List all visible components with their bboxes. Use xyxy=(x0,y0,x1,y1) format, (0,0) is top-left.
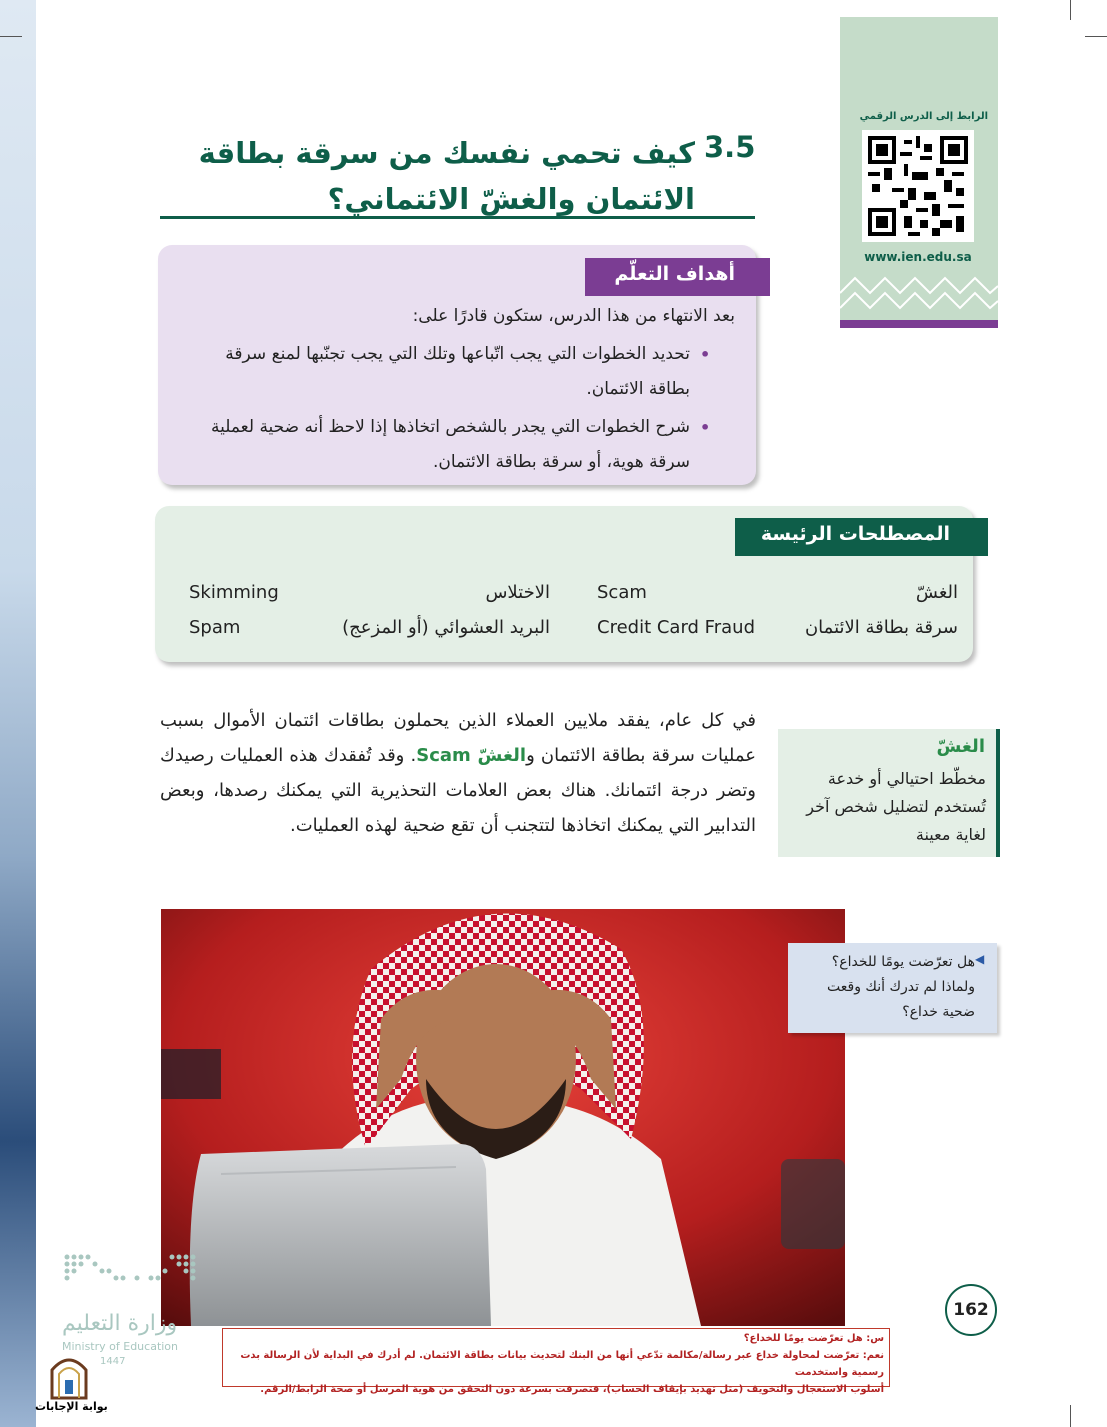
paragraph-highlight: الغشّ Scam xyxy=(416,745,527,766)
objectives-intro: بعد الانتهاء من هذا الدرس، ستكون قادرًا على: xyxy=(412,306,735,326)
term-english: Scam xyxy=(597,582,647,603)
term-english: Skimming xyxy=(189,582,279,603)
qr-url[interactable]: www.ien.edu.sa xyxy=(864,250,972,264)
answer-line: نعم: تعرّضت لمحاولة خداع عبر رسالة/مكالمة تدّعي أنها من البنك لتحديث بيانات بطاقة الائتمان. لم أدرك في البداية لأن الرسالة بدت رسمية واستخدمت xyxy=(240,1350,884,1378)
ministry-english-name: Ministry of Education xyxy=(62,1340,179,1353)
term-english: Credit Card Fraud xyxy=(597,617,755,638)
paragraph-text: في كل عام، يفقد ملايين العملاء الذين يحملون بطاقات ائتمان الأموال بسبب عمليات سرقة بطاقة الائتمان و xyxy=(160,710,756,766)
lesson-title: كيف تحمي نفسك من سرقة بطاقة الائتمان والغشّ الائتماني؟ xyxy=(198,136,695,216)
bullet-icon: • xyxy=(700,345,711,364)
ministry-year: 1447 xyxy=(100,1356,126,1367)
lesson-number: 3.5 xyxy=(704,130,756,164)
term-english: Spam xyxy=(189,617,241,638)
answer-question: س: هل تعرّضت يومًا للخداع؟ xyxy=(743,1333,884,1344)
portal-name: بوابة الإجابات xyxy=(35,1400,108,1413)
triangle-pointer-icon: ◀ xyxy=(975,952,985,966)
key-terms-heading: المصطلحات الرئيسة xyxy=(760,523,950,545)
portal-logo-icon xyxy=(48,1352,90,1400)
page-edge-strip xyxy=(0,0,36,1427)
objectives-heading: أهداف التعلّم xyxy=(614,263,735,285)
page-number: 162 xyxy=(945,1284,997,1336)
ministry-logo-icon xyxy=(62,1252,197,1297)
answer-line: أسلوب الاستعجال والتخويف (مثل تهديد بإيقاف الحساب)، فتصرفت بسرعة دون التحقق من هوية المرسل أو صحة الرابط/الرقم. xyxy=(260,1384,884,1395)
definition-term: الغشّ xyxy=(936,736,985,757)
objective-item: شرح الخطوات التي يجدر بالشخص اتخاذها إذا لاحظ أنه ضحية لعملية سرقة هوية، أو سرقة بطاقة الائتمان. xyxy=(210,417,690,472)
term-arabic: سرقة بطاقة الائتمان xyxy=(804,617,958,638)
ministry-arabic-name: وزارة التعليم xyxy=(62,1311,178,1336)
paragraph-text: . وقد تُفقدك هذه العمليات رصيدك وتضر درجة ائتمانك. هناك بعض العلامات التحذيرية التي يمكنك رصدها، وبعض التدابير التي يمكنك اتخاذها لتتجنب أن تقع ضحية لهذه العمليات. xyxy=(160,745,756,836)
question-text: هل تعرّضت يومًا للخداع؟ ولماذا لم تدرك أنك وقعت ضحية خداع؟ xyxy=(827,954,975,1020)
term-arabic: البريد العشوائي (أو المزعج) xyxy=(342,617,550,638)
stressed-man-photo xyxy=(161,909,845,1326)
qr-label: الرابط إلى الدرس الرقمي xyxy=(859,111,988,122)
crop-mark xyxy=(1085,36,1107,37)
answer-content xyxy=(228,1330,884,1398)
crop-mark xyxy=(1070,1405,1071,1427)
decorative-pattern xyxy=(840,268,998,318)
body-paragraph xyxy=(160,703,756,843)
objective-item: تحديد الخطوات التي يجب اتّباعها وتلك التي يجب تجنّبها لمنع سرقة بطاقة الائتمان. xyxy=(225,344,690,399)
term-arabic: الغشّ xyxy=(915,582,958,603)
definition-text: مخطّط احتيالي أو خدعة تُستخدم لتضليل شخص آخر لغاية معينة xyxy=(806,769,986,844)
qr-panel-bar xyxy=(840,320,998,328)
term-arabic: الاختلاس xyxy=(485,582,550,603)
qr-code[interactable] xyxy=(862,130,974,242)
crop-mark xyxy=(1070,0,1071,20)
title-underline xyxy=(160,216,755,219)
crop-mark xyxy=(0,36,22,37)
bullet-icon: • xyxy=(700,418,711,437)
